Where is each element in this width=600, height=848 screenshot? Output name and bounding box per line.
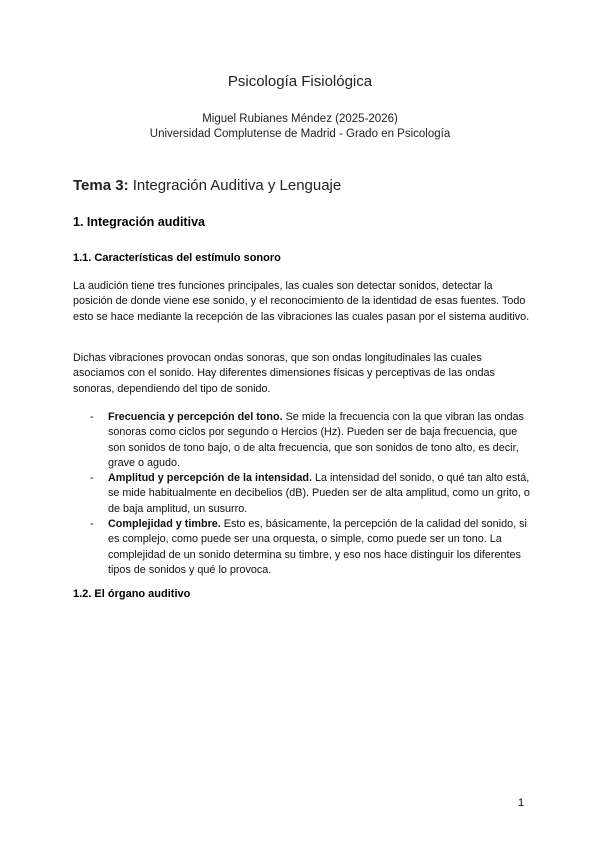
paragraph-1: La audición tiene tres funciones principales, las cuales son detectar sonidos, detectar la posición de donde viene ese sonido, y el reconocimiento de la identidad de esas fuentes. Todo esto se hace mediante la recepción de las vibraciones las cuales pasan por el sistema auditivo. — [73, 280, 530, 323]
author-block — [0, 112, 600, 142]
author-line: Miguel Rubianes Méndez (2025-2026) — [202, 113, 398, 125]
subsection-heading-1-2: 1.2. El órgano auditivo — [73, 588, 191, 600]
bullet-item — [90, 517, 530, 578]
document-title: Psicología Fisiológica — [227, 73, 373, 90]
topic-title: Integración Auditiva y Lenguaje — [132, 177, 342, 194]
bullet-item — [90, 471, 530, 517]
bullet-lead: Frecuencia y percepción del tono. — [108, 411, 283, 423]
bullet-dash: - — [90, 518, 94, 531]
section-heading-1: 1. Integración auditiva — [73, 215, 205, 229]
bullet-lead: Amplitud y percepción de la intensidad. — [108, 472, 312, 485]
topic-label: Tema 3: — [73, 177, 129, 194]
bullet-list — [90, 410, 530, 578]
topic-heading — [73, 177, 341, 194]
bullet-dash: - — [90, 411, 94, 423]
bullet-text: La intensidad del sonido, o qué tan alto está, se mide habitualmente en decibelios (dB). Pueden ser de alta amplitud, como un grito, o de baja amplitud, un susurro. — [108, 472, 530, 515]
bullet-lead: Complejidad y timbre. — [108, 518, 221, 531]
bullet-item — [90, 410, 530, 471]
bullet-dash: - — [90, 472, 94, 485]
bullet-text: Se mide la frecuencia con la que vibran las ondas sonoras como ciclos por segundo o Hercios (Hz). Pueden ser de baja frecuencia, que son sonidos de tono bajo, o de alta frecuencia, que son sonidos de tono alto, es decir, grave o agudo. — [108, 411, 524, 469]
bullet-text: Esto es, básicamente, la percepción de la calidad del sonido, si es complejo, como puede ser una orquesta, o simple, como puede ser un tono. La complejidad de un sonido determina su timbre, y eso nos hace distinguir los diferentes tipos de sonidos y qué lo provoca. — [108, 518, 527, 576]
paragraph-2: Dichas vibraciones provocan ondas sonoras, que son ondas longitudinales las cuales asociamos con el sonido. Hay diferentes dimensiones físicas y perceptivas de las ondas sonoras, dependiendo del tipo de sonido. — [73, 352, 495, 395]
page-number: 1 — [518, 797, 525, 809]
institution-line: Universidad Complutense de Madrid - Grado en Psicología — [149, 128, 451, 140]
subsection-heading-1-1: 1.1. Características del estímulo sonoro — [73, 252, 281, 264]
